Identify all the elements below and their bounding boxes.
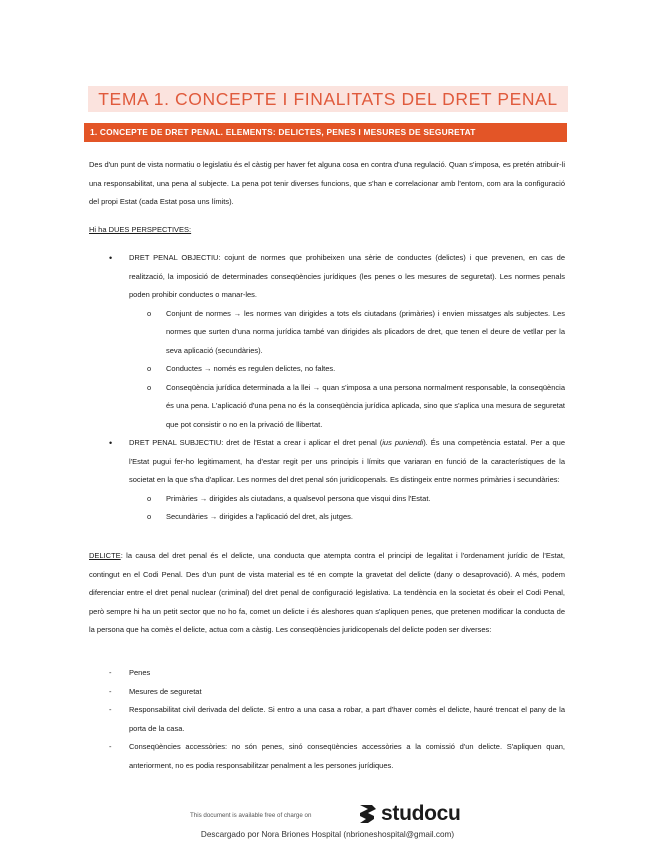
list-item	[129, 490, 565, 509]
list-item-text: Secundàries → dirigides a l'aplicació del dret, als jutges.	[166, 512, 353, 521]
objective-text: DRET PENAL OBJECTIU: cojunt de normes que prohibeixen una sèrie de conductes (delictes) i que prevenen, en cas de realització, la imposició de determinades conseqüències jurídiques (les penes o les mesures de seguretat). Les normes penals poden prohibir conductes o manar-les.	[129, 253, 565, 299]
delicte-paragraph	[89, 547, 565, 640]
list-item	[89, 683, 565, 702]
circle-bullet-icon: o	[147, 364, 152, 373]
bullet-icon: •	[109, 438, 113, 448]
bullet-icon: •	[109, 253, 113, 263]
studocu-logo-icon	[356, 802, 378, 826]
circle-bullet-icon: o	[147, 382, 152, 392]
list-item-text: Conjunt de normes → les normes van dirigides a tots els ciutadans (primàries) i envien missatges als subjectes. Les normes que surten d'una norma jurídica també van dirigides als plicadors de dret, que tenen el deure de vetllar per la seva aplicació (secundàries).	[166, 308, 565, 355]
download-credit: Descargado por Nora Briones Hospital (nbrioneshospital@gmail.com)	[200, 830, 455, 839]
list-item	[129, 360, 565, 379]
footer-note: This document is available free of charge on	[190, 812, 312, 819]
list-item-text: Responsabilitat civil derivada del delicte. Si entro a una casa a robar, a part d'haver comès el delicte, hauré trencat el pany de la porta de la casa.	[129, 705, 565, 733]
subjective-text-after: ). És una competència estatal. Per a que l'Estat pugui fer-ho legitimament, ha d'estar regit per uns principis i límits que variaran en funció de la característiques de la societat en la que s'ha d'aplicar. Les normes del dret penal són juridicopenals. Es distingeix entre normes primàries i secundàries:	[129, 438, 565, 484]
consequences-list	[89, 664, 565, 775]
list-item-text: Primàries → dirigides als ciutadans, a qualsevol persona que visqui dins l'Estat.	[166, 493, 431, 503]
list-item-text: Conductes → només es regulen delictes, no faltes.	[166, 364, 336, 373]
list-item	[89, 664, 565, 683]
subjective-text-italic: ius puniendi	[382, 438, 424, 447]
list-item-text: Penes	[129, 668, 151, 677]
intro-paragraph: Des d'un punt de vista normatiu o legislatiu és el càstig per haver fet alguna cosa en contra d'una regulació. Quan s'imposa, es pretén atribuir-li una responsabilitat, una pena al subjecte. La pena pot tenir diverses funcions, que s'han e correlacionar amb l'entorn, com ara la configuració del propi Estat (cada Estat posa uns límits).	[89, 160, 565, 206]
circle-bullet-icon: o	[147, 512, 152, 521]
list-item	[129, 379, 565, 435]
delicte-label: DELICTE	[89, 551, 121, 560]
list-item	[129, 508, 565, 527]
subjective-text-before: DRET PENAL SUBJECTIU: dret de l'Estat a crear i aplicar el dret penal (	[129, 438, 383, 447]
list-item-text: Conseqüència jurídica determinada a la llei → quan s'imposa a una persona normalment responsable, la conseqüència és una pena. L'aplicació d'una pena no és la conseqüència jurídica aplicada, sino que s'aplica una mesura de seguretat que pot consistir o no en la privació de llibertat.	[166, 382, 565, 429]
circle-bullet-icon: o	[147, 308, 152, 318]
circle-bullet-icon: o	[147, 493, 152, 503]
list-item-subjective	[89, 434, 565, 527]
studocu-logo[interactable]	[356, 802, 461, 826]
dash-bullet-icon: -	[109, 686, 112, 696]
list-item-text: Conseqüències accessòries: no són penes, sinó conseqüències accessòries a la comissió d'un delicte. S'apliquen quan, anteriorment, no es podia responsabilitzar penalment a les persones jurídiques.	[129, 742, 565, 770]
list-item-text: Mesures de seguretat	[129, 686, 202, 696]
perspectives-heading: Hi ha DUES PERSPECTIVES:	[89, 225, 192, 234]
list-item	[129, 305, 565, 361]
studocu-brand: studocu	[381, 802, 461, 825]
list-item-objective	[89, 249, 565, 434]
perspectives-list	[89, 249, 565, 527]
page-title: TEMA 1. CONCEPTE I FINALITATS DEL DRET PENAL	[88, 86, 568, 112]
dash-bullet-icon: -	[109, 668, 112, 677]
list-item	[89, 701, 565, 738]
dash-bullet-icon: -	[109, 705, 112, 714]
section-heading: 1. CONCEPTE DE DRET PENAL. ELEMENTS: DELICTES, PENES I MESURES DE SEGURETAT	[84, 123, 567, 142]
dash-bullet-icon: -	[109, 742, 112, 751]
delicte-text: : la causa del dret penal és el delicte, una conducta que atempta contra el principi de legalitat i l'ordenament jurídic de l'Estat, contingut en el Codi Penal. Des d'un punt de vista material es té en compte la gravetat del delicte (dany o desaprovació). A més, podem diferenciar entre el dret penal nuclear (criminal) del dret penal de configuració legislativa. La tendència en la societat és obeir el Codi Penal, però sempre hi ha un petit sector que no ho fa, comet un delicte i és aleshores quan s'apliquen penes, que pretenen modificar la conducta de la persona que ha comès el delicte, actua com a càstig. Les conseqüències juridicopenals del delicte poden ser diverses:	[89, 551, 565, 634]
list-item	[89, 738, 565, 775]
